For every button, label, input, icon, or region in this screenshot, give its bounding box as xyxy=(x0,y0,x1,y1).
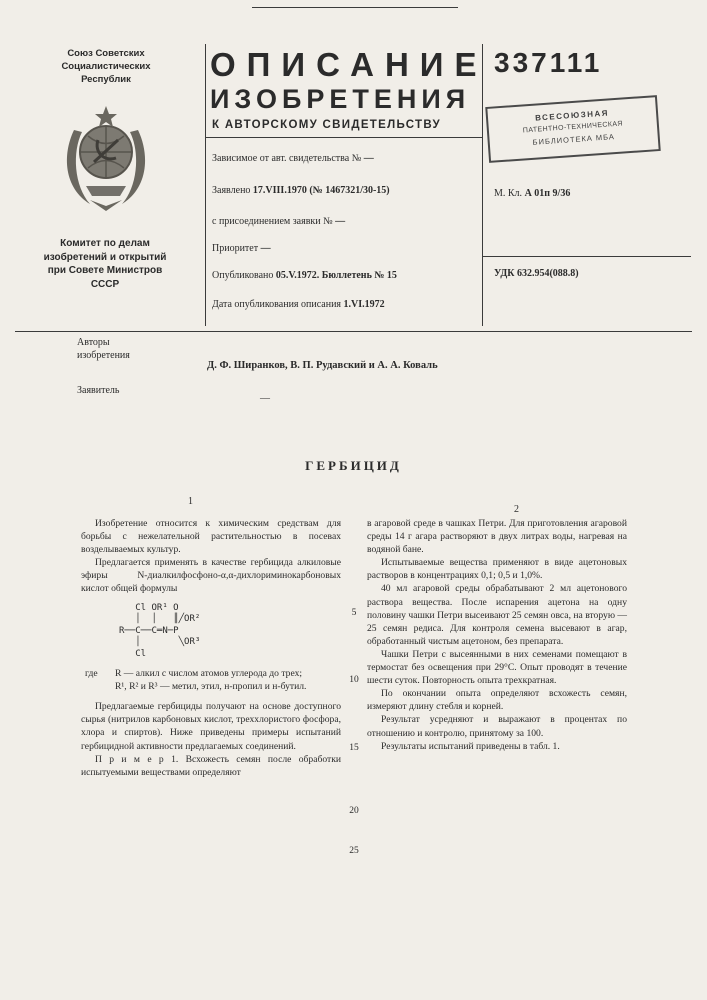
paragraph: По окончании опыта определяют всхожесть семян, измеряют длину стебля и корней. xyxy=(367,688,627,713)
issuing-org xyxy=(26,47,186,86)
field-label: Опубликовано xyxy=(212,270,274,281)
doc-subtitle: К АВТОРСКОМУ СВИДЕТЕЛЬСТВУ xyxy=(212,119,441,131)
header-vertical-divider-left xyxy=(205,44,206,326)
field-label: с присоединением заявки № xyxy=(212,216,333,227)
committee-line: СССР xyxy=(90,278,120,290)
where-line: R¹, R² и R³ — метил, этил, н-пропил и н-бутил. xyxy=(115,681,307,693)
field-dependent-certificate xyxy=(212,153,482,164)
line-number: 15 xyxy=(349,743,359,753)
field-label: Заявлено xyxy=(212,185,251,196)
line-number: 10 xyxy=(349,675,359,685)
field-description-date xyxy=(212,299,482,310)
authors-label xyxy=(77,337,130,362)
field-label: Дата опубликования описания xyxy=(212,299,342,310)
ussr-emblem-icon xyxy=(60,98,152,212)
field-value: — xyxy=(260,243,271,254)
column-number-2: 2 xyxy=(514,504,519,515)
library-stamp xyxy=(485,95,660,163)
paragraph: 40 мл агаровой среды обрабатывают 2 мл ацетонового раствора вещества. После испарения ацетона на одну половину чашки Петри высеивают 25 семян овса, на вторую — 25 семян редиса. Для контроля семена высевают в агар, обработанный чистым ацетоном, без препарата. xyxy=(367,583,627,647)
doc-title-line2: ИЗОБРЕТЕНИЯ xyxy=(210,84,471,114)
committee-line: изобретений и открытий xyxy=(43,251,167,263)
org-line: Республик xyxy=(81,74,131,85)
authors-label-line: Авторы xyxy=(77,337,110,348)
committee-line: Комитет по делам xyxy=(60,238,150,249)
patent-number: 337111 xyxy=(494,47,603,78)
stamp-line: ВСЕСОЮЗНАЯ xyxy=(534,108,610,123)
org-line: Союз Советских xyxy=(67,48,145,59)
udk-number: УДК 632.954(088.8) xyxy=(494,268,579,279)
field-filed-date xyxy=(212,185,482,196)
field-value: 1.VI.1972 xyxy=(343,299,385,310)
line-number-gutter xyxy=(341,517,367,856)
applicant-label: Заявитель xyxy=(77,385,120,396)
paragraph: Изобретение относится к химическим средствам для борьбы с нежелательной растительностью в посевах возделываемых культур. xyxy=(81,518,341,556)
line-number: 25 xyxy=(349,846,359,856)
doc-title-line1: ОПИСАНИЕ xyxy=(210,46,488,83)
where-label: где xyxy=(85,668,98,680)
paragraph: Предлагаемые гербициды получают на основе доступного сырья (нитрилов карбоновых кислот, треххлористого фосфора, хлора и спиртов). Ниже приведены примеры испытаний гербицидной активности предлагаемых соединений. xyxy=(81,701,341,752)
column-number-1: 1 xyxy=(188,496,193,507)
line-number: 20 xyxy=(349,806,359,816)
authors-names: Д. Ф. Ширанков, В. П. Рудавский и А. А. Коваль xyxy=(207,360,438,371)
paragraph: Чашки Петри с высеянными в них семенами помещают в термостат без освещения при 29°С. Опыт проводят в течение шести суток. Повторность опыта трехкратная. xyxy=(367,648,627,687)
committee xyxy=(12,237,198,291)
paragraph: Предлагается применять в качестве гербицида алкиловые эфиры N-диалкилфосфоно-α,α-дихлориминокарбоновых кислот общей формулы xyxy=(81,557,341,595)
stamp-line: ПАТЕНТНО-ТЕХНИЧЕСКАЯ xyxy=(522,120,624,135)
stamp-line: БИБЛИОТЕКА МБА xyxy=(532,132,616,147)
authors-label-line: изобретения xyxy=(77,349,130,361)
paragraph: Результаты испытаний приведены в табл. 1. xyxy=(381,740,560,752)
subtitle-divider xyxy=(205,137,482,138)
field-label: Приоритет xyxy=(212,243,259,254)
field-priority xyxy=(212,243,482,254)
header-bottom-divider xyxy=(15,331,692,332)
header-vertical-divider-right xyxy=(482,44,483,326)
where-line: R — алкил с числом атомов углерода до трех; xyxy=(115,668,303,680)
column-right xyxy=(367,517,627,779)
paragraph: в агаровой среде в чашках Петри. Для приготовления агаровой среды 14 г агара растворяют в двух литрах воды, нагревая на водяной бане. xyxy=(367,518,627,556)
paragraph: Результат усредняют и выражают в процентах по отношению и контролю, принятому за 100. xyxy=(367,714,627,739)
chemical-formula: Cl OR¹ O │ │ ║╱OR² R──C──C═N─P │ ╲OR³ Cl xyxy=(119,602,201,659)
article-body xyxy=(81,517,627,856)
field-value: 17.VIII.1970 (№ 1467321/30-15) xyxy=(252,185,390,196)
column-left xyxy=(81,517,341,779)
line-number: 5 xyxy=(351,608,357,618)
field-label: Зависимое от авт. свидетельства № xyxy=(212,153,362,164)
paragraph: П р и м е р 1. Всхожесть семян после обработки испытуемыми веществами определяют xyxy=(81,753,341,778)
classification xyxy=(494,188,570,199)
field-value: — xyxy=(363,153,374,164)
field-value: — xyxy=(335,216,346,227)
committee-line: при Совете Министров xyxy=(47,265,163,276)
field-published xyxy=(212,270,482,281)
field-value: 05.V.1972. Бюллетень № 15 xyxy=(275,270,397,281)
org-line: Социалистических xyxy=(61,61,151,72)
applicant-value: — xyxy=(260,393,270,404)
paragraph: Испытываемые вещества применяют в виде ацетоновых растворов в концентрациях 0,1; 0,5 и 1,0%. xyxy=(367,557,627,582)
formula-legend xyxy=(81,667,341,693)
top-divider xyxy=(252,7,458,8)
udk-divider xyxy=(482,256,691,257)
classification-label: М. Кл. xyxy=(494,188,523,199)
classification-value: А 01п 9/36 xyxy=(524,188,571,199)
invention-title: ГЕРБИЦИД xyxy=(305,458,402,473)
field-joined-application xyxy=(212,216,482,227)
